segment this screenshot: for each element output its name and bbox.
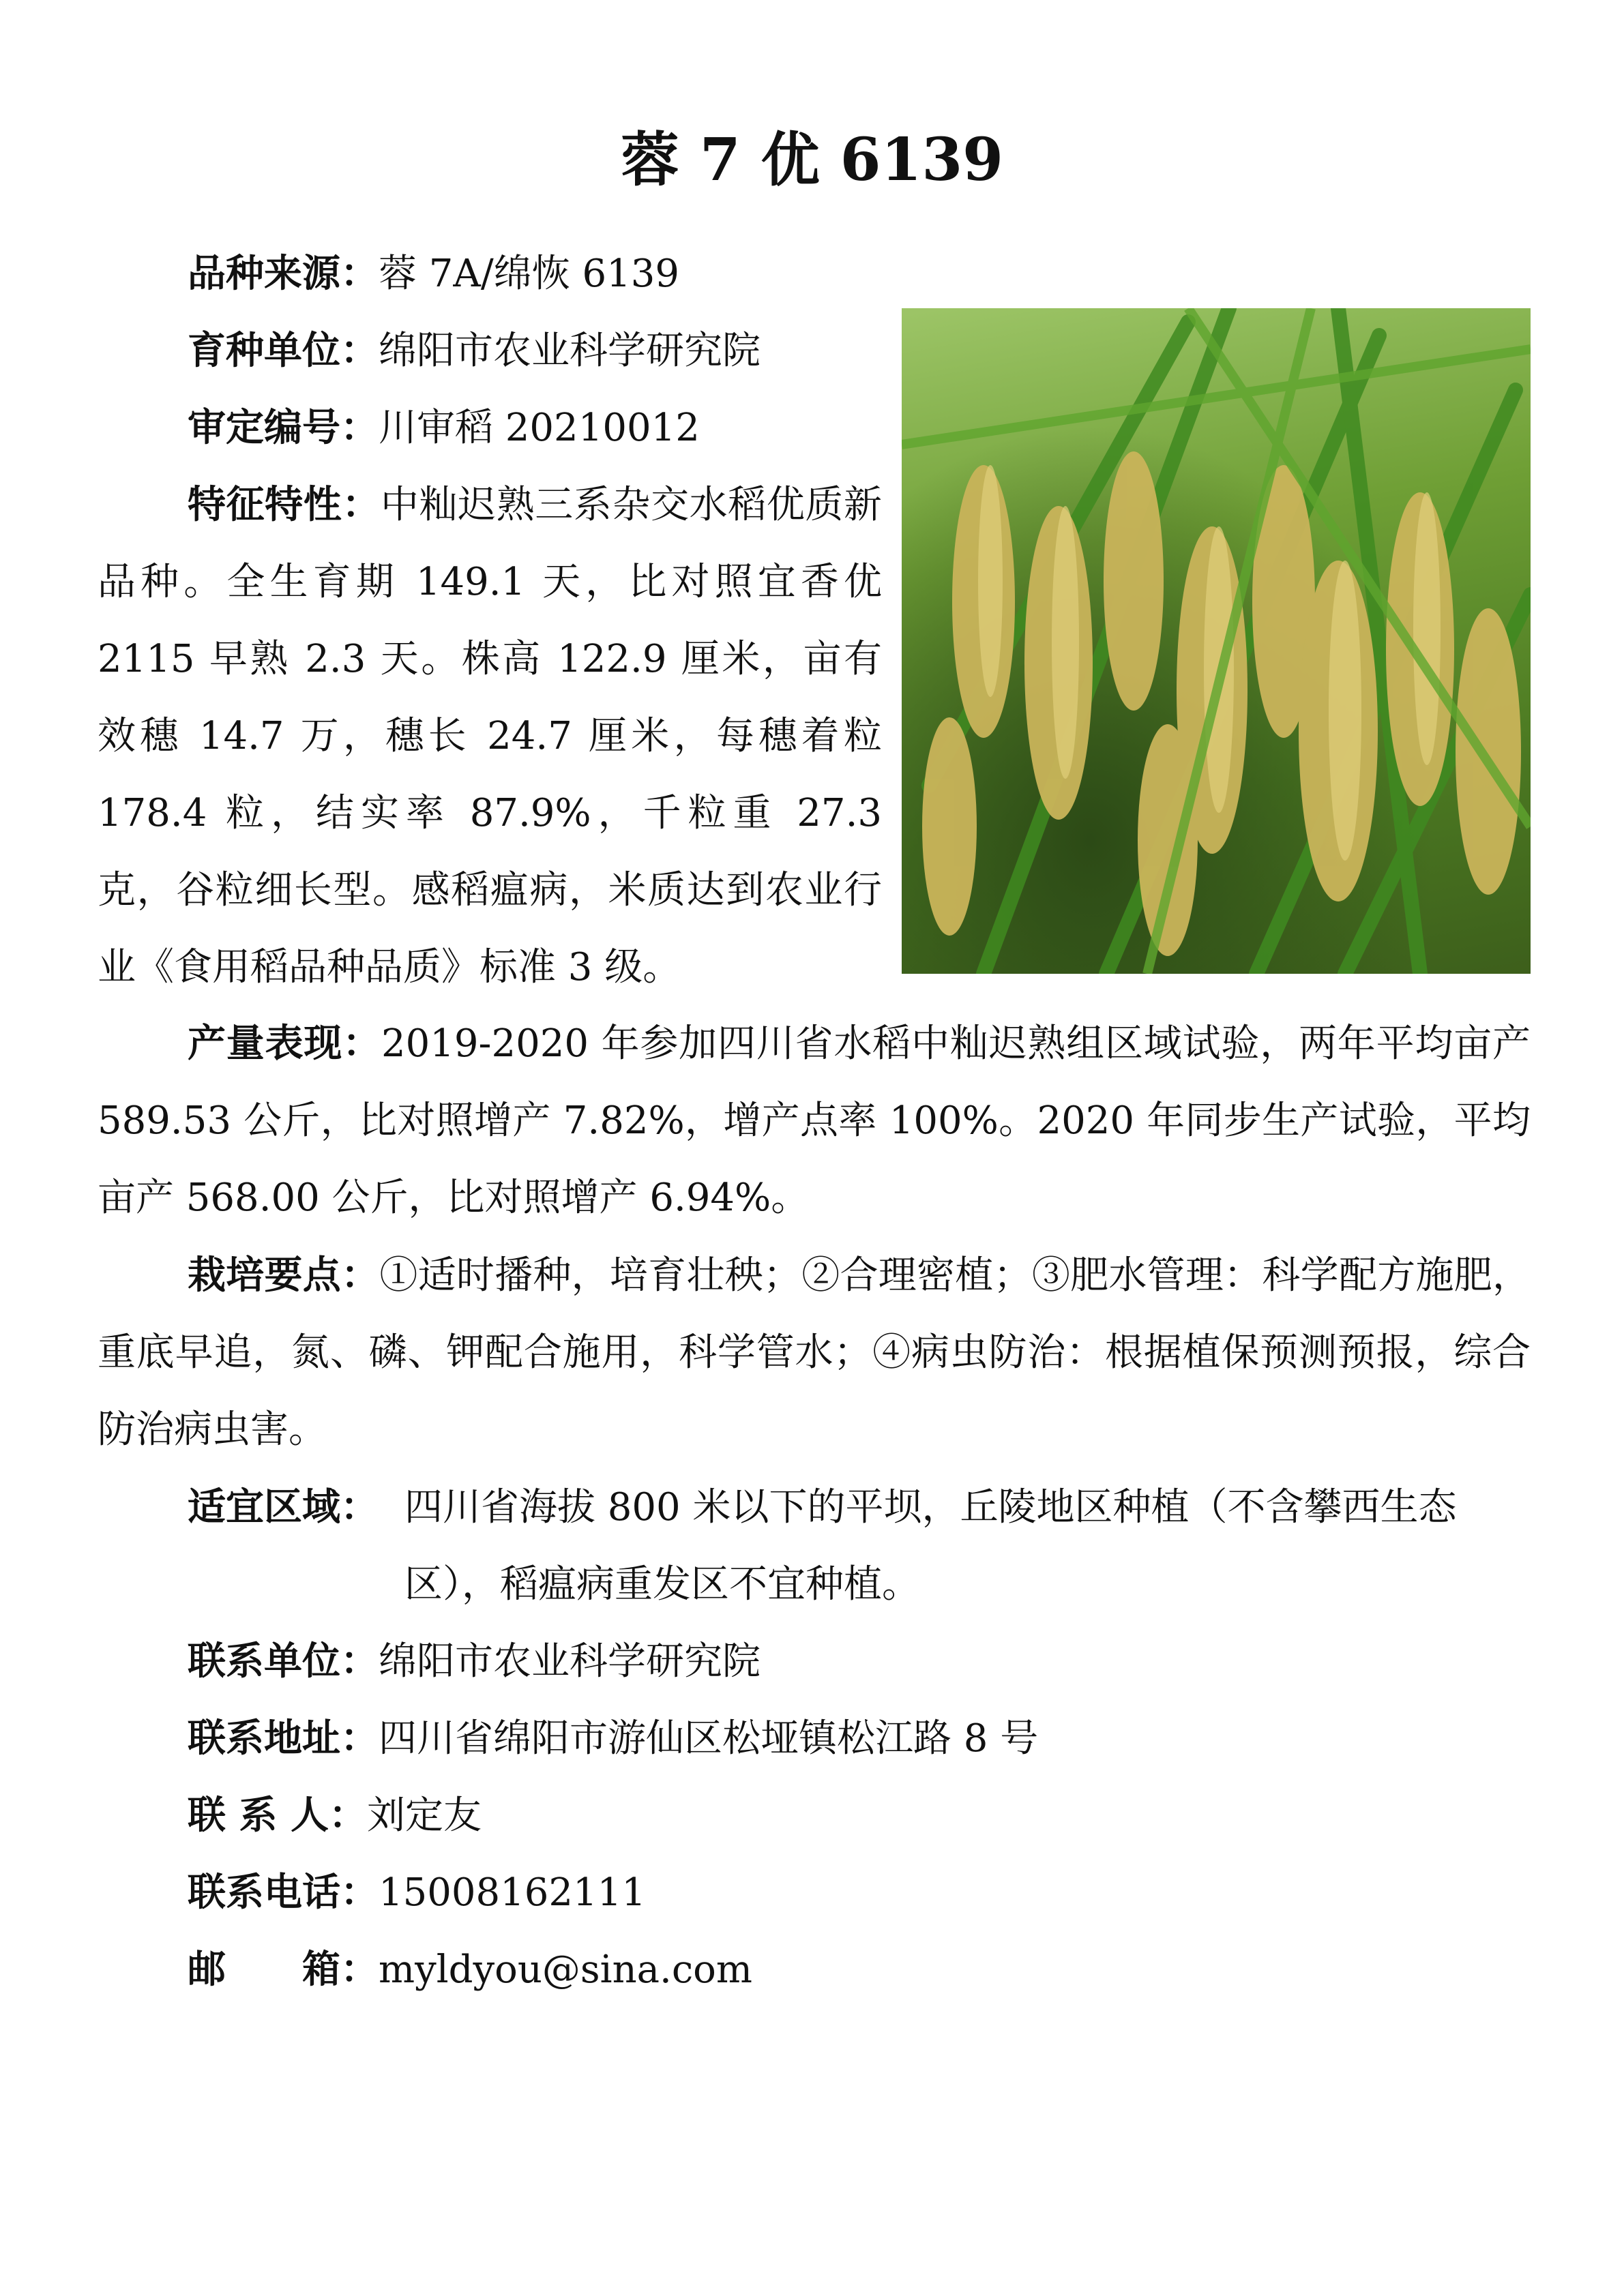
field-approval xyxy=(188,389,897,466)
field-label: 产量表现： xyxy=(188,1022,382,1066)
field-region xyxy=(188,1469,1535,1623)
field-label: 联系地址： xyxy=(188,1716,379,1761)
field-label: 品种来源： xyxy=(188,252,379,296)
field-value: ①适时播种，培育壮秧；②合理密植；③肥水管理：科学配方施肥，重底早追，氮、磷、钾配合施用，科学管水；④病虫防治：根据植保预测预报，综合防治病虫害。 xyxy=(98,1253,1531,1452)
field-label: 育种单位： xyxy=(188,329,379,373)
field-value: 2019-2020 年参加四川省水稻中籼迟熟组区域试验，两年平均亩产 589.53 公斤，比对照增产 7.82%，增产点率 100%。2020 年同步生产试验，平均亩产 568.00 公斤，比对照增产 6.94%。 xyxy=(98,1022,1531,1220)
field-value: 15008162111 xyxy=(379,1870,646,1915)
page-title: 蓉 7 优 6139 xyxy=(620,125,1003,194)
field-value: 刘定友 xyxy=(367,1793,482,1838)
field-source xyxy=(188,235,897,312)
field-value: 绵阳市农业科学研究院 xyxy=(379,329,761,373)
field-cultivation xyxy=(98,1237,1531,1468)
field-label: 适宜区域： xyxy=(188,1485,379,1530)
field-value: 川审稻 20210012 xyxy=(379,406,700,450)
field-value: 四川省绵阳市游仙区松垭镇松江路 8 号 xyxy=(379,1716,1039,1761)
field-label: 邮 箱： xyxy=(188,1948,379,1992)
field-contact-person xyxy=(188,1777,1531,1854)
field-value: 四川省海拔 800 米以下的平坝，丘陵地区种植（不含攀西生态区），稻瘟病重发区不宜种植。 xyxy=(404,1485,1457,1607)
field-value: 蓉 7A/绵恢 6139 xyxy=(379,252,680,296)
rice-panicles-photo xyxy=(902,308,1531,974)
field-contact-phone xyxy=(188,1854,1531,1931)
field-label: 联 系 人： xyxy=(188,1793,367,1838)
field-traits xyxy=(98,466,882,1006)
field-value: 中籼迟熟三系杂交水稻优质新品种。全生育期 149.1 天，比对照宜香优 2115 早熟 2.3 天。株高 122.9 厘米，亩有效穗 14.7 万，穗长 24.7 厘米，每穗着粒 178.4 粒，结实率 87.9%，千粒重 27.3 克，谷粒细长型。感稻瘟病，米质达到农业行业《食用稻品种品质》标准 3 级。 xyxy=(98,483,883,989)
field-label: 联系单位： xyxy=(188,1639,379,1684)
field-value: 绵阳市农业科学研究院 xyxy=(379,1639,761,1684)
field-breeder xyxy=(188,312,897,389)
field-yield xyxy=(98,1005,1531,1236)
field-label: 特征特性： xyxy=(188,483,381,527)
field-contact-unit xyxy=(188,1623,1531,1700)
field-contact-address xyxy=(188,1700,1531,1777)
field-email xyxy=(188,1931,1531,2008)
email-link[interactable]: myldyou@sina.com xyxy=(379,1948,752,1992)
field-label: 栽培要点： xyxy=(188,1253,380,1298)
field-label: 审定编号： xyxy=(188,406,379,450)
field-label: 联系电话： xyxy=(188,1870,379,1915)
